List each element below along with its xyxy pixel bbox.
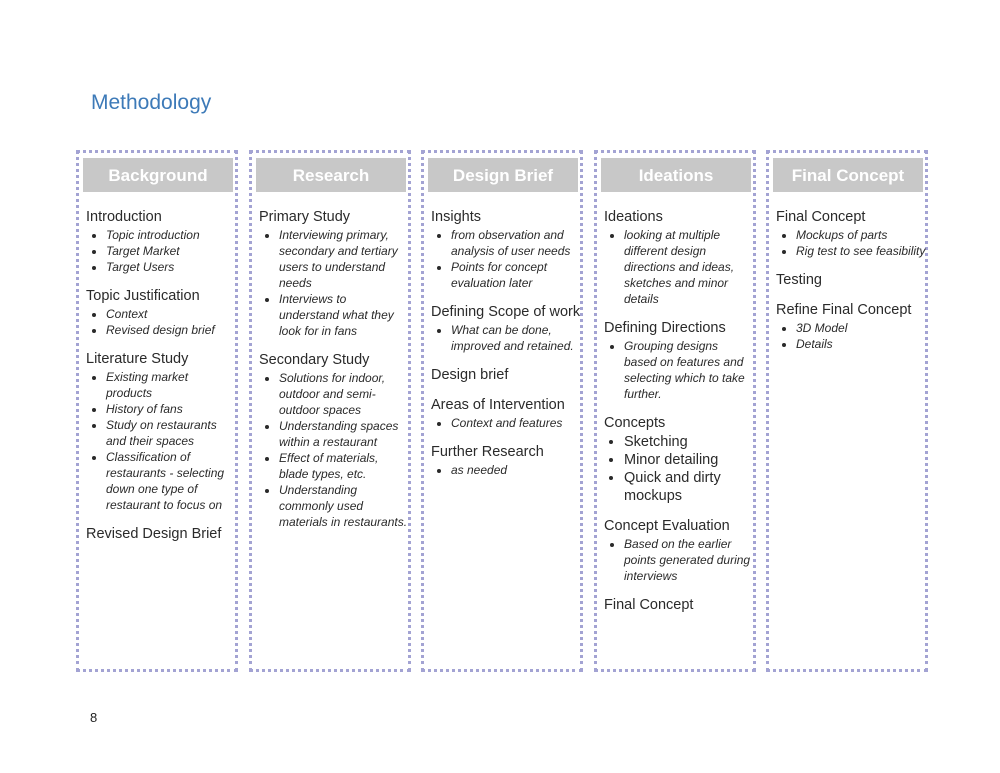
section-title: Primary Study — [259, 209, 351, 225]
bullet-list — [86, 369, 236, 513]
bullet-list — [431, 227, 581, 291]
bullet-item: • Effect of materials, blade types, etc. — [279, 450, 409, 482]
section — [776, 272, 926, 289]
column-ideations — [594, 150, 756, 672]
section-title: Testing — [776, 272, 822, 288]
bullet-item: • Existing market products — [106, 369, 236, 401]
section — [431, 304, 581, 354]
bullet-item: • What can be done, improved and retained. — [451, 322, 581, 354]
bullet-item: • Understanding spaces within a restaurant — [279, 418, 409, 450]
bullet-list — [86, 227, 236, 275]
bullet-item: • Quick and dirty mockups — [624, 469, 754, 505]
column-final-concept — [766, 150, 928, 672]
section-title: Literature Study — [86, 351, 189, 367]
bullet-item: • Classification of restaurants - selecting down one type of restaurant to focus on — [106, 449, 236, 513]
section-title: Final Concept — [776, 209, 866, 225]
bullet-item: • Revised design brief — [106, 322, 236, 338]
bullet-item: • Study on restaurants and their spaces — [106, 417, 236, 449]
bullet-item: • 3D Model — [796, 320, 926, 336]
bullet-item: • History of fans — [106, 401, 236, 417]
bullet-item: • Interviews to understand what they look for in fans — [279, 291, 409, 339]
bullet-item: • Context and features — [451, 415, 581, 431]
section — [86, 526, 236, 543]
bullet-item: • from observation and analysis of user needs — [451, 227, 581, 259]
bullet-list — [604, 227, 754, 307]
bullet-list — [776, 320, 926, 352]
section-title: Concepts — [604, 415, 666, 431]
section — [604, 209, 754, 307]
column-content — [259, 209, 409, 543]
section — [431, 444, 581, 478]
section — [604, 597, 754, 614]
section-title: Further Research — [431, 444, 544, 460]
bullet-item: • Sketching — [624, 433, 754, 451]
section — [604, 415, 754, 505]
bullet-list — [604, 536, 754, 584]
column-header: Research — [256, 158, 406, 192]
section-title: Areas of Intervention — [431, 397, 565, 413]
section-title: Concept Evaluation — [604, 518, 730, 534]
section-title: Defining Directions — [604, 320, 726, 336]
bullet-item: • Mockups of parts — [796, 227, 926, 243]
column-content — [86, 209, 236, 556]
bullet-list — [604, 338, 754, 402]
bullet-item: • Minor detailing — [624, 451, 754, 469]
bullet-item: • Target Market — [106, 243, 236, 259]
section — [259, 209, 409, 339]
bullet-item: • as needed — [451, 462, 581, 478]
section-title: Introduction — [86, 209, 162, 225]
bullet-list — [604, 433, 754, 505]
section — [431, 367, 581, 384]
bullet-item: • Based on the earlier points generated during interviews — [624, 536, 754, 584]
bullet-list — [86, 306, 236, 338]
column-research — [249, 150, 411, 672]
bullet-item: • Interviewing primary, secondary and tertiary users to understand needs — [279, 227, 409, 291]
column-design-brief — [421, 150, 583, 672]
bullet-item: • Details — [796, 336, 926, 352]
column-content — [776, 209, 926, 365]
column-header: Background — [83, 158, 233, 192]
column-content — [604, 209, 754, 627]
column-content — [431, 209, 581, 491]
section-title: Topic Justification — [86, 288, 200, 304]
section — [259, 352, 409, 530]
column-header: Design Brief — [428, 158, 578, 192]
methodology-columns — [76, 150, 929, 673]
bullet-item: • Context — [106, 306, 236, 322]
bullet-list — [431, 462, 581, 478]
section-title: Refine Final Concept — [776, 302, 912, 318]
bullet-item: • Grouping designs based on features and selecting which to take further. — [624, 338, 754, 402]
section-title: Final Concept — [604, 597, 694, 613]
section-title: Defining Scope of work — [431, 304, 581, 320]
column-header: Ideations — [601, 158, 751, 192]
bullet-item: • Understanding commonly used materials in restaurants. — [279, 482, 409, 530]
bullet-item: • Topic introduction — [106, 227, 236, 243]
bullet-item: • Rig test to see feasibility — [796, 243, 926, 259]
section-title: Secondary Study — [259, 352, 370, 368]
page-number: 8 — [90, 710, 98, 725]
bullet-item: • looking at multiple different design directions and ideas, sketches and minor details — [624, 227, 754, 307]
column-header: Final Concept — [773, 158, 923, 192]
section-title: Insights — [431, 209, 481, 225]
section-title: Design brief — [431, 367, 509, 383]
section — [604, 320, 754, 402]
section-title: Revised Design Brief — [86, 526, 222, 542]
bullet-list — [259, 227, 409, 339]
bullet-item: • Target Users — [106, 259, 236, 275]
bullet-item: • Points for concept evaluation later — [451, 259, 581, 291]
section — [86, 209, 236, 275]
section — [431, 397, 581, 431]
section — [776, 209, 926, 259]
section — [604, 518, 754, 584]
section — [86, 288, 236, 338]
section — [776, 302, 926, 352]
page-title: Methodology — [91, 91, 212, 114]
bullet-list — [776, 227, 926, 259]
bullet-list — [431, 322, 581, 354]
section-title: Ideations — [604, 209, 663, 225]
bullet-list — [431, 415, 581, 431]
section — [431, 209, 581, 291]
section — [86, 351, 236, 513]
bullet-item: • Solutions for indoor, outdoor and semi-outdoor spaces — [279, 370, 409, 418]
bullet-list — [259, 370, 409, 530]
column-background — [76, 150, 238, 672]
